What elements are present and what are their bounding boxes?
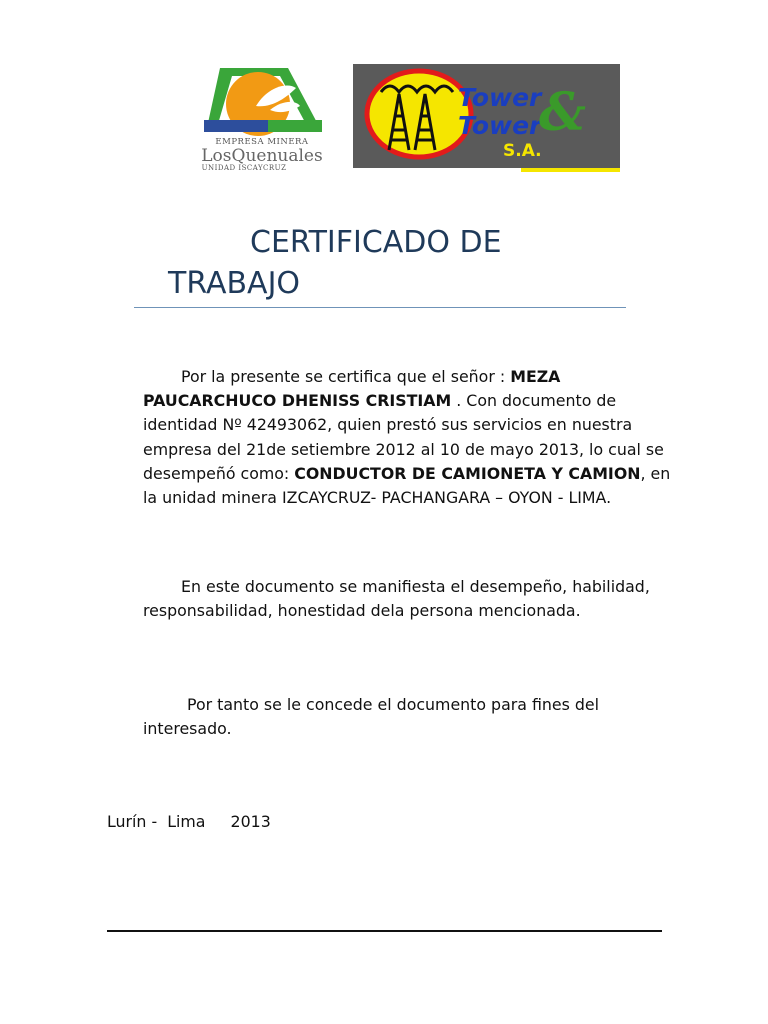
performance-paragraph: En este documento se manifiesta el desempeño, habilidad, responsabilidad, honestidad dela persona mencionada. <box>143 577 650 621</box>
page-title <box>168 222 588 304</box>
signature-line <box>107 930 662 932</box>
tower-and-tower-logo <box>353 64 620 174</box>
title-line-1: CERTIFICADO DE <box>250 225 502 260</box>
closing-paragraph: Por tanto se le concede el documento para fines del interesado. <box>143 695 600 739</box>
logo-tower-2: Tower <box>458 111 542 140</box>
logo-ampersand: & <box>539 82 586 143</box>
worker-name: MEZA PAUCARCHUCO DHENISS CRISTIAM <box>143 367 561 411</box>
title-line-2: TRABAJO <box>168 266 301 301</box>
logo-sa: S.A. <box>503 141 542 161</box>
title-underline <box>134 307 626 308</box>
place-date: Lurín - Lima 2013 <box>107 812 271 831</box>
logo-tower-1: Tower <box>458 83 542 112</box>
certification-paragraph: Por la presente se certifica que el señor : MEZA PAUCARCHUCO DHENISS CRISTIAM . Con documento de identidad Nº 42493062, quien prestó sus servicios en nuestra empresa del 21de setiembre 2012 al 10 de mayo 2013, lo cual se desempeñó como: CONDUCTOR DE CAMIONETA Y CAMION, en la unidad minera IZCAYCRUZ- PACHANGARA – OYON - LIMA. <box>143 367 671 508</box>
logo-line2: LosQuenuales <box>201 146 323 166</box>
los-quenuales-logo <box>172 64 352 174</box>
logo-line3: UNIDAD ISCAYCRUZ <box>201 164 287 172</box>
logo-line1: EMPRESA MINERA <box>215 137 309 147</box>
worker-position: CONDUCTOR DE CAMIONETA Y CAMION <box>294 463 641 483</box>
